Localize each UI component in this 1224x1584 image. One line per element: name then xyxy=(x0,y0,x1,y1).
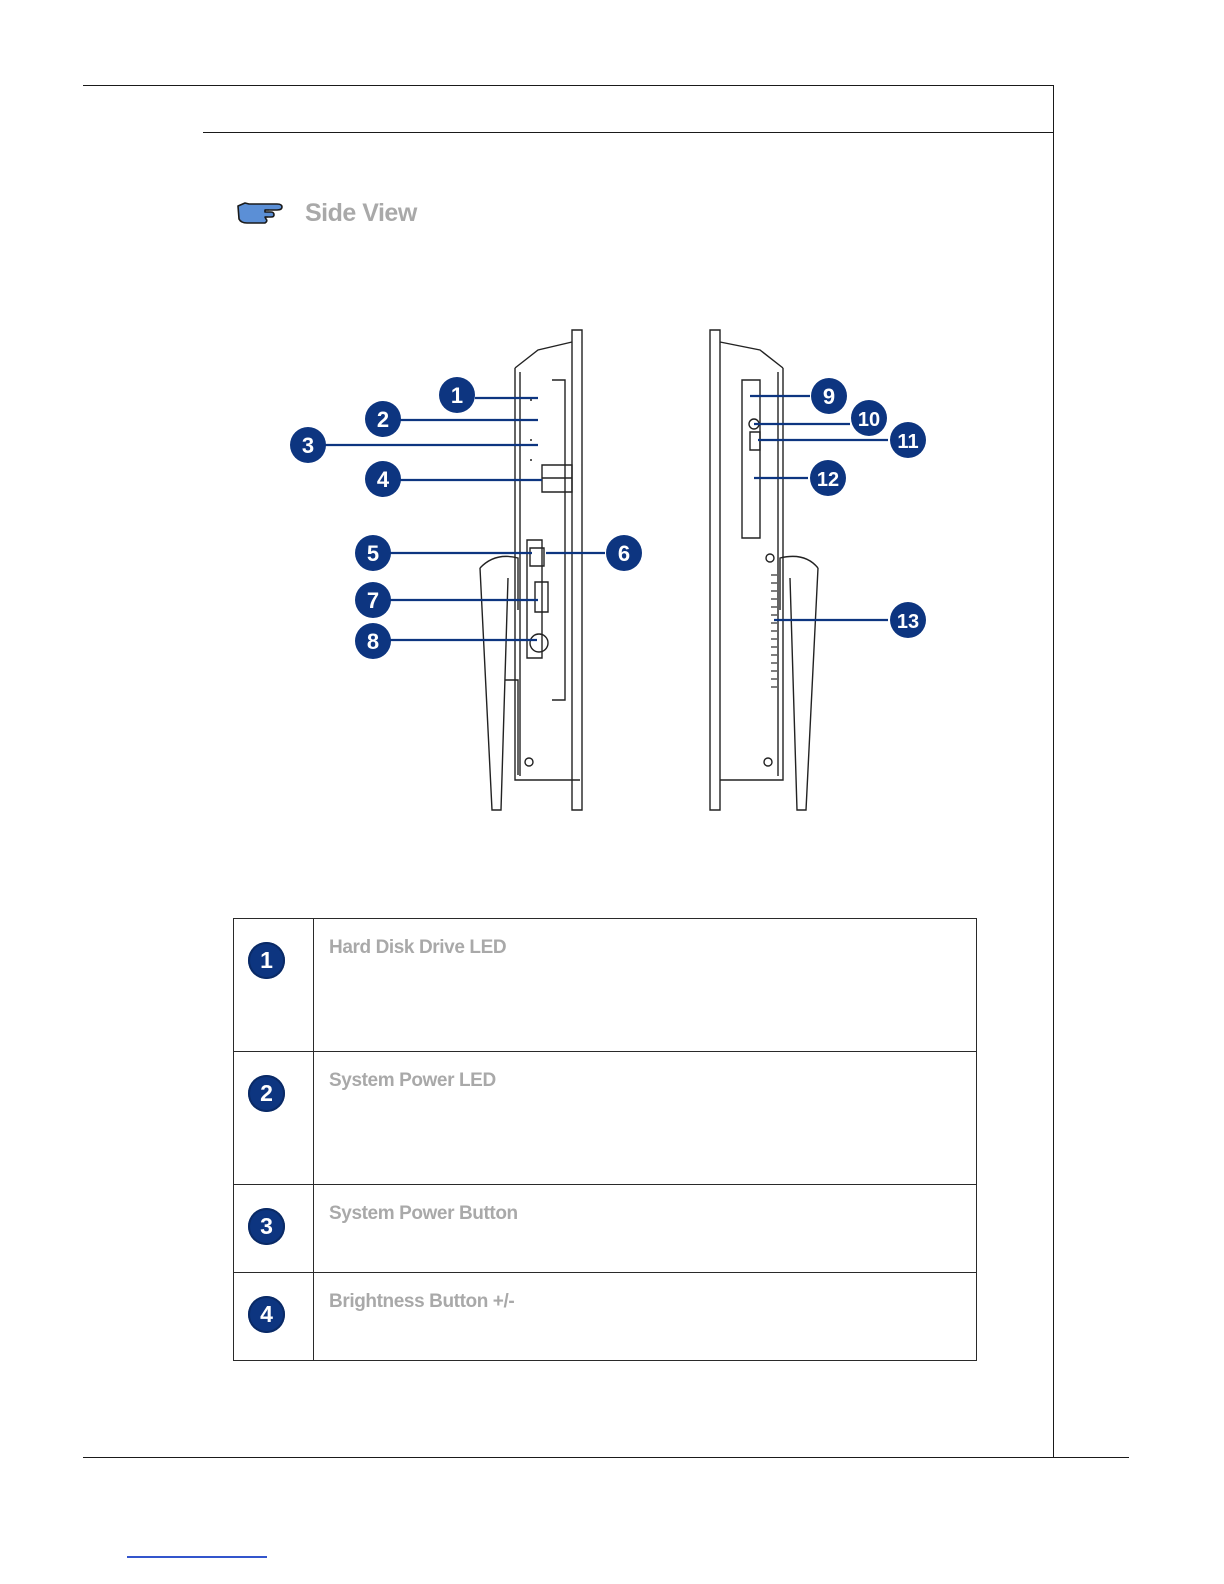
legend-item-title: Brightness Button +/- xyxy=(329,1291,515,1312)
legend-table xyxy=(233,918,977,1361)
number-badge: 3 xyxy=(248,1208,285,1245)
legend-item-title: System Power Button xyxy=(329,1203,518,1224)
header-rule-top xyxy=(83,85,1054,86)
callout-6 xyxy=(606,535,642,571)
pointing-hand-icon xyxy=(235,198,289,228)
svg-text:7: 7 xyxy=(366,588,380,613)
number-badge: 2 xyxy=(248,1075,285,1112)
header-rule-inner xyxy=(203,132,1054,133)
side-view-diagram xyxy=(280,320,960,820)
footer-rule xyxy=(83,1457,1129,1458)
legend-item-title: Hard Disk Drive LED xyxy=(329,937,507,958)
legend-row xyxy=(234,1185,977,1273)
svg-text:11: 11 xyxy=(897,431,919,453)
legend-row xyxy=(234,1273,977,1361)
right-side-unit xyxy=(710,330,818,810)
svg-text:5: 5 xyxy=(366,541,380,566)
svg-text:13: 13 xyxy=(896,611,920,633)
callout-9 xyxy=(811,378,847,414)
legend-row xyxy=(234,1052,977,1185)
left-side-unit xyxy=(480,330,582,810)
callout-2 xyxy=(365,401,401,437)
callout-11 xyxy=(890,422,926,458)
section-title: Side View xyxy=(305,198,417,227)
callout-4 xyxy=(365,461,401,497)
section-header xyxy=(235,198,417,228)
vent-grille xyxy=(771,575,777,687)
footer-underline xyxy=(127,1556,267,1558)
callout-badges xyxy=(290,377,926,659)
svg-text:1: 1 xyxy=(450,383,464,408)
svg-text:10: 10 xyxy=(857,409,881,431)
number-badge: 4 xyxy=(248,1296,285,1333)
legend-item-title: System Power LED xyxy=(329,1070,496,1091)
callout-3 xyxy=(290,427,326,463)
callout-5 xyxy=(355,535,391,571)
svg-text:8: 8 xyxy=(366,629,380,654)
svg-text:3: 3 xyxy=(301,433,315,458)
callout-12 xyxy=(810,460,846,496)
callout-10 xyxy=(851,400,887,436)
callout-13 xyxy=(890,602,926,638)
svg-text:4: 4 xyxy=(376,467,390,492)
svg-text:6: 6 xyxy=(617,541,631,566)
svg-text:9: 9 xyxy=(822,384,836,409)
legend-row xyxy=(234,919,977,1052)
callout-1 xyxy=(439,377,475,413)
callout-leaders xyxy=(325,396,888,640)
callout-7 xyxy=(355,582,391,618)
callout-8 xyxy=(355,623,391,659)
svg-text:2: 2 xyxy=(376,407,390,432)
right-margin-rule xyxy=(1053,85,1054,1458)
number-badge: 1 xyxy=(248,942,285,979)
svg-text:12: 12 xyxy=(816,469,840,491)
